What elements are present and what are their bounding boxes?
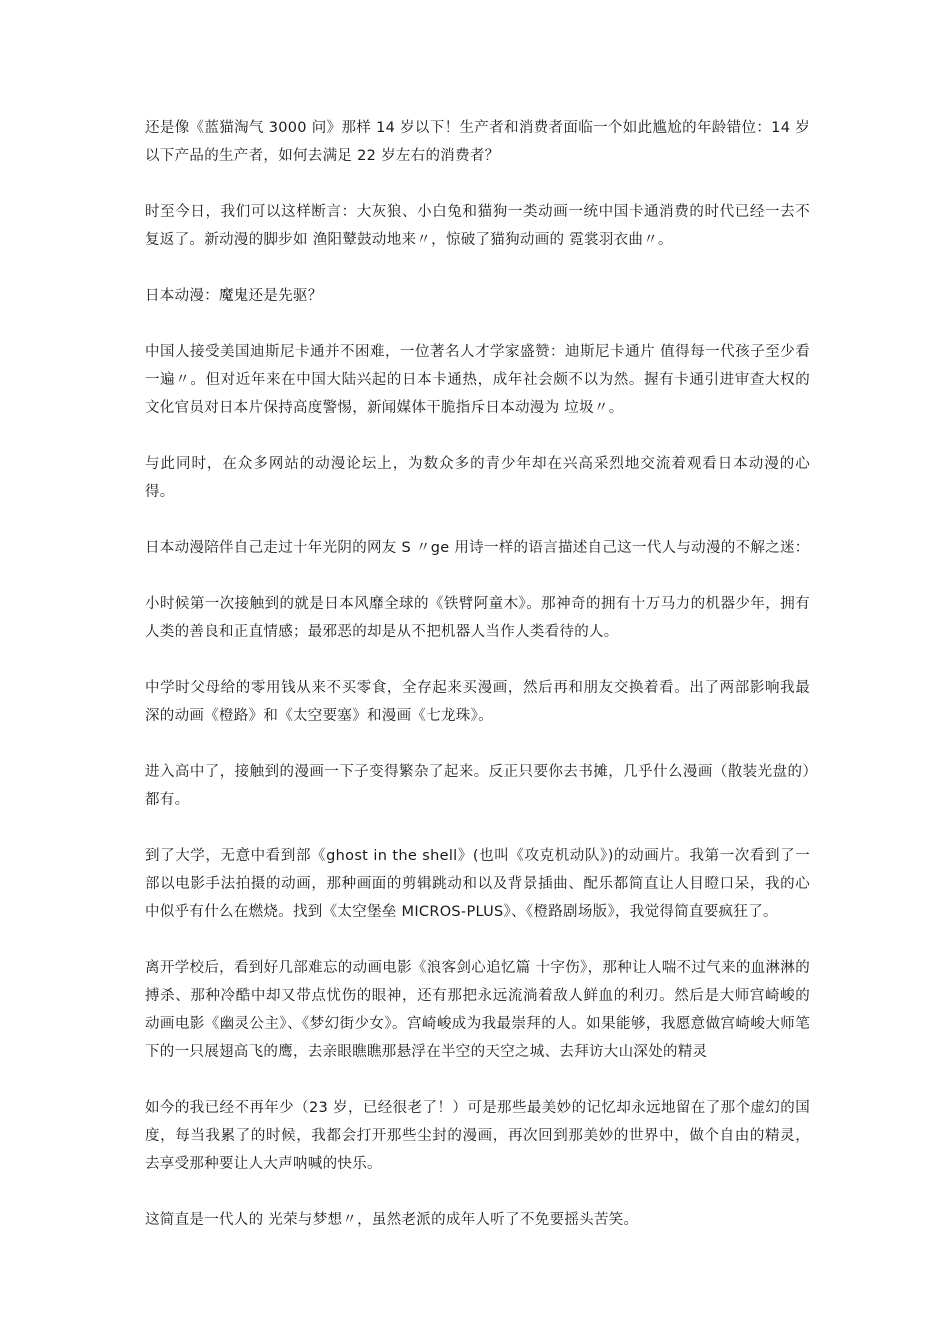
paragraph-11: 如今的我已经不再年少（23 岁，已经很老了！）可是那些最美妙的记忆却永远地留在了那个虚幻的国度，每当我累了的时候，我都会打开那些尘封的漫画，再次回到那美妙的世界中，做个自由的精灵，去享受那种要让人大声呐喊的快乐。 [145,1100,810,1172]
section-heading: 日本动漫：魔鬼还是先驱？ [145,288,323,304]
paragraph-12: 这简直是一代人的 光荣与梦想〃，虽然老派的成年人听了不免要摇头苦笑。 [145,1212,639,1228]
paragraph-10: 离开学校后，看到好几部难忘的动画电影《浪客剑心追忆篇 十字伤》，那种让人喘不过气来的血淋淋的搏杀、那种冷酷中却又带点忧伤的眼神，还有那把永远流淌着敌人鲜血的利刃。然后是大师宫崎峻的动画电影《幽灵公主》、《梦幻街少女》。宫崎峻成为我最崇拜的人。如果能够，我愿意做宫崎峻大师笔下的一只展翅高飞的鹰，去亲眼瞧瞧那悬浮在半空的天空之城、去拜访大山深处的精灵 [145,960,810,1060]
paragraph-8: 进入高中了，接触到的漫画一下子变得繁杂了起来。反正只要你去书摊，几乎什么漫画（散装光盘的）都有。 [145,764,810,808]
paragraph-2: 时至今日，我们可以这样断言：大灰狼、小白兔和猫狗一类动画一统中国卡通消费的时代已经一去不复返了。新动漫的脚步如 渔阳鼙鼓动地来〃，惊破了猫狗动画的 霓裳羽衣曲〃。 [145,204,810,248]
paragraph-9: 到了大学，无意中看到部《ghost in the shell》(也叫《攻克机动队》)的动画片。我第一次看到了一部以电影手法拍摄的动画，那种画面的剪辑跳动和以及背景插曲、配乐都简直让人目瞪口呆，我的心中似乎有什么在燃烧。找到《太空堡垒 MICROS-PLUS》、《橙路剧场版》，我觉得简直要疯狂了。 [145,848,810,920]
paragraph-5: 日本动漫陪伴自己走过十年光阴的网友 S 〃ge 用诗一样的语言描述自己这一代人与动漫的不解之迷： [145,540,810,556]
article-body [145,114,810,1262]
paragraph-4: 与此同时，在众多网站的动漫论坛上，为数众多的青少年却在兴高采烈地交流着观看日本动漫的心得。 [145,456,810,500]
paragraph-3: 中国人接受美国迪斯尼卡通并不困难，一位著名人才学家盛赞：迪斯尼卡通片 值得每一代孩子至少看一遍〃。但对近年来在中国大陆兴起的日本卡通热，成年社会颇不以为然。握有卡通引进审查大权的文化官员对日本片保持高度警惕，新闻媒体干脆指斥日本动漫为 垃圾〃。 [145,344,810,416]
paragraph-7: 中学时父母给的零用钱从来不买零食，全存起来买漫画，然后再和朋友交换着看。出了两部影响我最深的动画《橙路》和《太空要塞》和漫画《七龙珠》。 [145,680,810,724]
paragraph-6: 小时候第一次接触到的就是日本风靡全球的《铁臂阿童木》。那神奇的拥有十万马力的机器少年，拥有人类的善良和正直情感；最邪恶的却是从不把机器人当作人类看待的人。 [145,596,810,640]
paragraph-1: 还是像《蓝猫淘气 3000 问》那样 14 岁以下！生产者和消费者面临一个如此尴尬的年龄错位：14 岁以下产品的生产者，如何去满足 22 岁左右的消费者？ [145,120,810,164]
